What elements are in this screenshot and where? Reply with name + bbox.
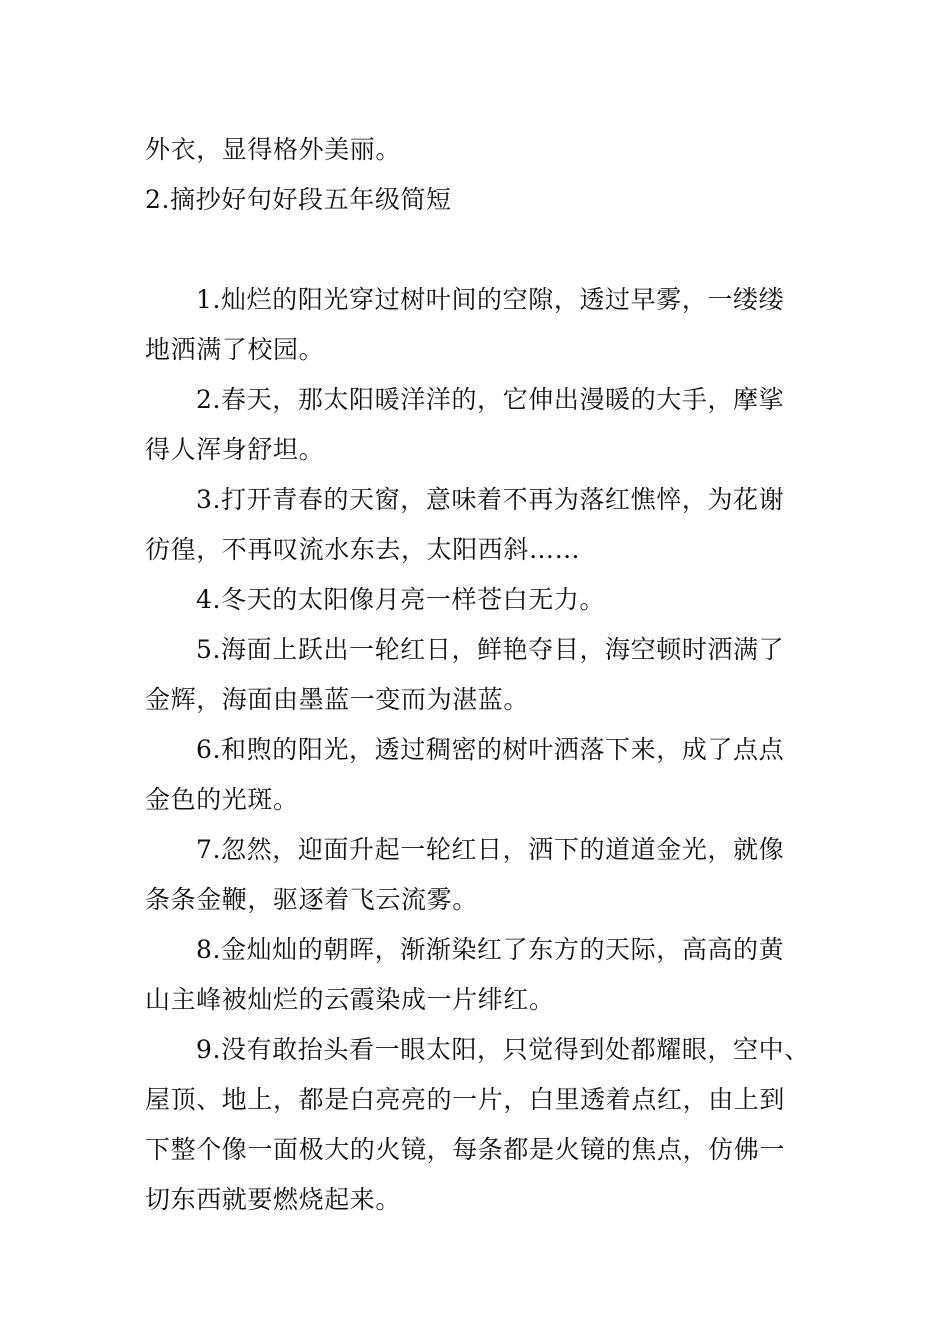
sentence-9-line-2: 屋顶、地上，都是白亮亮的一片，白里透着点红，由上到 [145, 1085, 786, 1114]
sentence-5-line-2: 金辉，海面由墨蓝一变而为湛蓝。 [145, 685, 530, 714]
sentence-9-line-3: 下整个像一面极大的火镜，每条都是火镜的焦点，仿佛一 [145, 1135, 786, 1164]
continuation-line: 外衣，显得格外美丽。 [145, 135, 402, 164]
sentence-2-line-2: 得人浑身舒坦。 [145, 435, 325, 464]
sentence-6-line-2: 金色的光斑。 [145, 785, 299, 814]
sentence-1-line-2: 地洒满了校园。 [145, 335, 325, 364]
sentence-6-line-1: 6.和煦的阳光，透过稠密的树叶洒落下来，成了点点 [196, 735, 785, 764]
sentence-9-line-1: 9.没有敢抬头看一眼太阳，只觉得到处都耀眼，空中、 [196, 1035, 810, 1064]
sentence-2-line-1: 2.春天，那太阳暖洋洋的，它伸出漫暖的大手，摩挲 [196, 385, 785, 414]
sentence-1-line-1: 1.灿烂的阳光穿过树叶间的空隙，透过早雾，一缕缕 [196, 285, 785, 314]
sentence-7-line-2: 条条金鞭，驱逐着飞云流雾。 [145, 885, 478, 914]
sentence-9-line-4: 切东西就要燃烧起来。 [145, 1185, 402, 1214]
sentence-7-line-1: 7.忽然，迎面升起一轮红日，洒下的道道金光，就像 [196, 835, 785, 864]
sentence-3-line-1: 3.打开青春的天窗，意味着不再为落红憔悴，为花谢 [196, 485, 785, 514]
sentence-8-line-1: 8.金灿灿的朝晖，渐渐染红了东方的天际，高高的黄 [196, 935, 785, 964]
sentence-8-line-2: 山主峰被灿烂的云霞染成一片绯红。 [145, 985, 555, 1014]
section-heading: 2.摘抄好句好段五年级简短 [145, 185, 452, 214]
sentence-4-line-1: 4.冬天的太阳像月亮一样苍白无力。 [196, 585, 606, 614]
sentence-3-line-2: 彷徨，不再叹流水东去，太阳西斜…… [145, 535, 581, 564]
sentence-5-line-1: 5.海面上跃出一轮红日，鲜艳夺目，海空顿时洒满了 [196, 635, 785, 664]
